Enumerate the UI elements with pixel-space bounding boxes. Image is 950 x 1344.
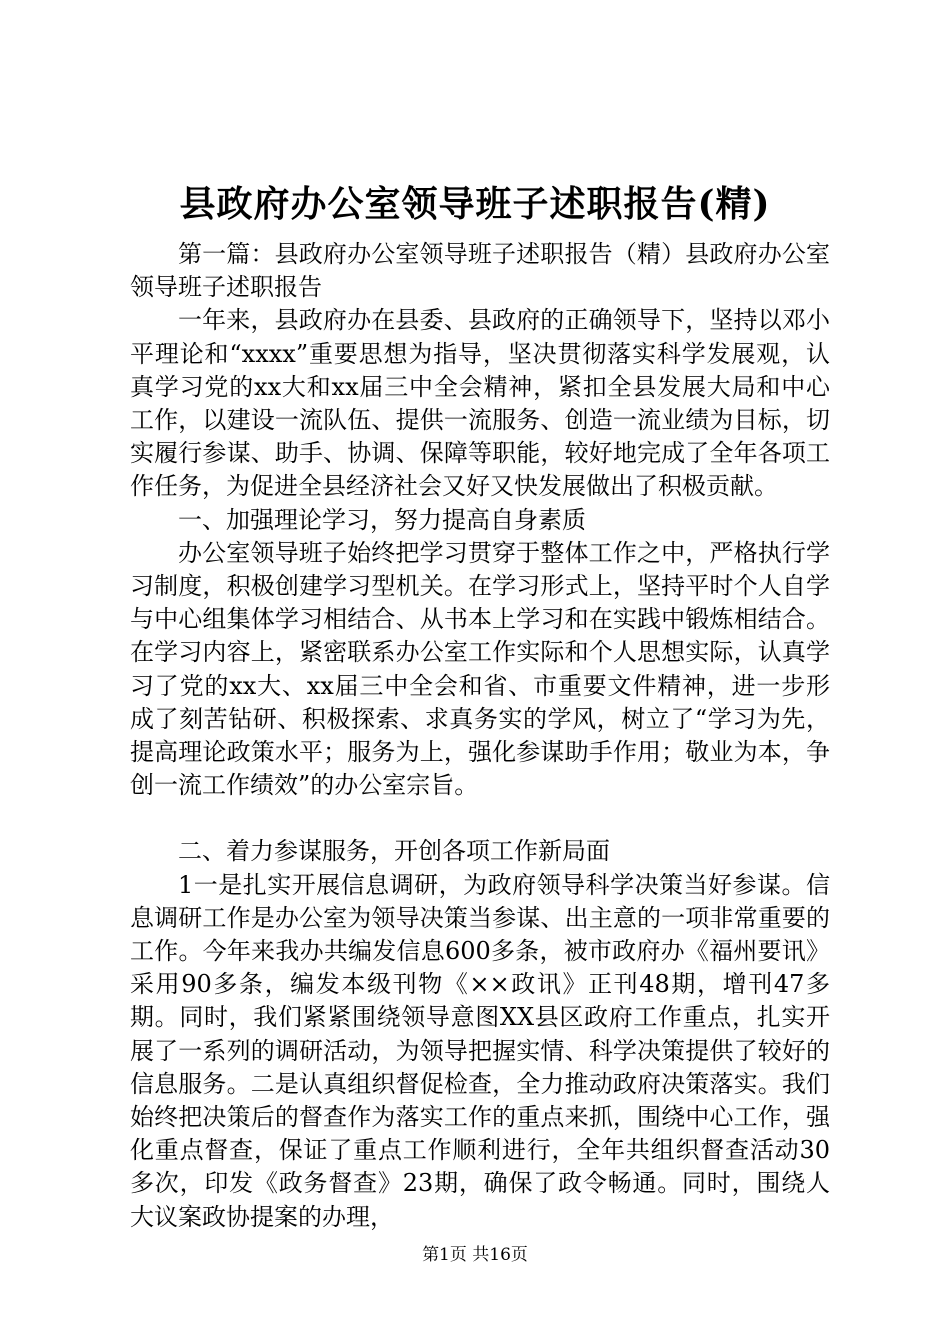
document-title: 县政府办公室领导班子述职报告(精) [179,183,771,225]
page-number-footer: 第1页 共16页 [422,1245,528,1265]
section-heading-1: 一、加强理论学习，努力提高自身素质 [178,505,586,534]
paragraph-service: 1一是扎实开展信息调研，为政府领导科学决策当好参谋。信息调研工作是办公室为领导决策当参谋、出主意的一项非常重要的工作。今年来我办共编发信息600多条，被市政府办《福州要讯》采用90多条，编发本级刊物《××政讯》正刊48期，增刊47多期。同时，我们紧紧围绕领导意图XX县区政府工作重点，扎实开展了一系列的调研活动，为领导把握实情、科学决策提供了较好的信息服务。二是认真组织督促检查，全力推动政府决策落实。我们始终把决策后的督查作为落实工作的重点来抓，围绕中心工作，强化重点督查，保证了重点工作顺利进行，全年共组织督查活动30多次，印发《政务督查》23期，确保了政令畅通。同时，围绕人大议案政协提案的办理， [130,870,830,1231]
paragraph-study: 办公室领导班子始终把学习贯穿于整体工作之中，严格执行学习制度，积极创建学习型机关。在学习形式上，坚持平时个人自学与中心组集体学习相结合、从书本上学习和在实践中锻炼相结合。在学习内容上，紧密联系办公室工作实际和个人思想实际，认真学习了党的xx大、xx届三中全会和省、市重要文件精神，进一步形成了刻苦钻研、积极探索、求真务实的学风，树立了“学习为先，提高理论政策水平；服务为上，强化参谋助手作用；敬业为本，争创一流工作绩效”的办公室宗旨。 [130,538,830,800]
paragraph-overview: 一年来，县政府办在县委、县政府的正确领导下，坚持以邓小平理论和“xxxx”重要思想为指导，坚决贯彻落实科学发展观，认真学习党的xx大和xx届三中全会精神，紧扣全县发展大局和中心工作，以建设一流队伍、提供一流服务、创造一流业绩为目标，切实履行参谋、助手、协调、保障等职能，较好地完成了全年各项工作任务，为促进全县经济社会又好又快发展做出了积极贡献。 [130,306,830,501]
section-heading-2: 二、着力参谋服务，开创各项工作新局面 [178,837,610,866]
document-body [130,238,830,1234]
paragraph-intro: 第一篇：县政府办公室领导班子述职报告（精）县政府办公室领导班子述职报告 [130,240,830,302]
